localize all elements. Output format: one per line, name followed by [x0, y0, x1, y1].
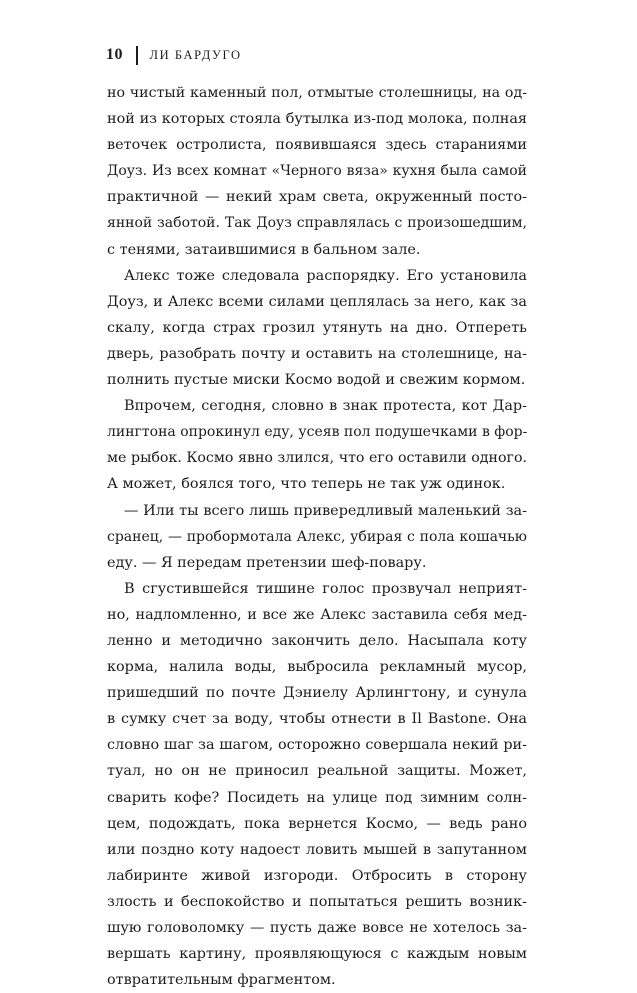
text-line: ленно и методично закончить дело. Насыпала коту: [107, 632, 527, 649]
text-line: дверь, разобрать почту и оставить на столешнице, на-: [107, 345, 527, 362]
text-line: сварить кофе? Посидеть на улице под зимним солн-: [107, 789, 527, 806]
text-line: В сгустившейся тишине голос прозвучал неприят-: [124, 580, 527, 597]
text-line: ной из которых стояла бутылка из-под молока, полная: [107, 111, 527, 128]
text-line: в сумку счет за воду, чтобы отнести в Il Bastone. Она: [107, 711, 527, 728]
text-line: цем, подождать, пока вернется Космо, — ведь рано: [107, 815, 527, 832]
text-line: или поздно коту надоест ловить мышей в запутанном: [107, 841, 527, 858]
text-line: А может, боялся того, что теперь не так уж одинок.: [107, 476, 506, 493]
text-line: — Или ты всего лишь привередливый маленький за-: [124, 502, 527, 519]
text-line: скалу, когда страх грозил утянуть на дно. Отпереть: [107, 319, 527, 336]
page-number: 10: [106, 46, 123, 63]
text-line: шую головоломку — пусть даже вовсе не хотелось за-: [107, 920, 527, 936]
text-line: корма, налила воды, выбросила рекламный мусор,: [107, 659, 527, 676]
text-line: полнить пустые миски Космо водой и свежим кормом.: [107, 372, 526, 389]
text-line: отвратительным фрагментом.: [107, 972, 336, 989]
text-line: пришедший по почте Дэниелу Арлингтону, и сунула: [107, 685, 527, 702]
text-line: с тенями, затаившимися в бальном зале.: [107, 241, 421, 258]
text-line: сранец, — пробормотала Алекс, убирая с пола кошачью: [107, 528, 527, 545]
header-divider: [136, 46, 138, 65]
running-head: [106, 44, 242, 66]
text-line: янной заботой. Так Доуз справлялась с произошедшим,: [107, 215, 527, 232]
text-line: Доуз, и Алекс всеми силами цеплялась за него, как за: [107, 293, 527, 310]
text-line: еду. — Я передам претензии шеф-повару.: [107, 554, 427, 571]
text-line: вершать картину, проявляющуюся с каждым новым: [107, 946, 527, 963]
text-line: лабиринте живой изгороди. Отбросить в сторону: [107, 867, 527, 884]
text-line: но, надломленно, и все же Алекс заставила себя мед-: [107, 606, 527, 623]
text-line: веточек остролиста, появившаяся здесь стараниями: [107, 137, 527, 154]
text-line: но чистый каменный пол, отмытые столешницы, на од-: [107, 85, 527, 101]
text-line: словно шаг за шагом, осторожно совершала некий ри-: [107, 737, 527, 754]
text-line: лингтона опрокинул еду, усеяв пол подушечками в фор-: [107, 424, 528, 441]
text-line: туал, но он не приносил реальной защиты. Может,: [107, 763, 527, 780]
text-line: Доуз. Из всех комнат «Черного вяза» кухня была самой: [107, 163, 527, 180]
text-line: практичной — некий храм света, окруженный посто-: [107, 189, 527, 206]
text-line: Впрочем, сегодня, словно в знак протеста, кот Дар-: [124, 398, 527, 415]
text-line: Алекс тоже следовала распорядку. Его установила: [124, 267, 527, 284]
body-text: [107, 80, 527, 993]
text-line: злость и беспокойство и попытаться решить возник-: [107, 893, 527, 910]
text-line: ме рыбок. Космо явно злился, что его оставили одного.: [107, 450, 527, 467]
author-name: ЛИ БАРДУГО: [149, 47, 242, 62]
